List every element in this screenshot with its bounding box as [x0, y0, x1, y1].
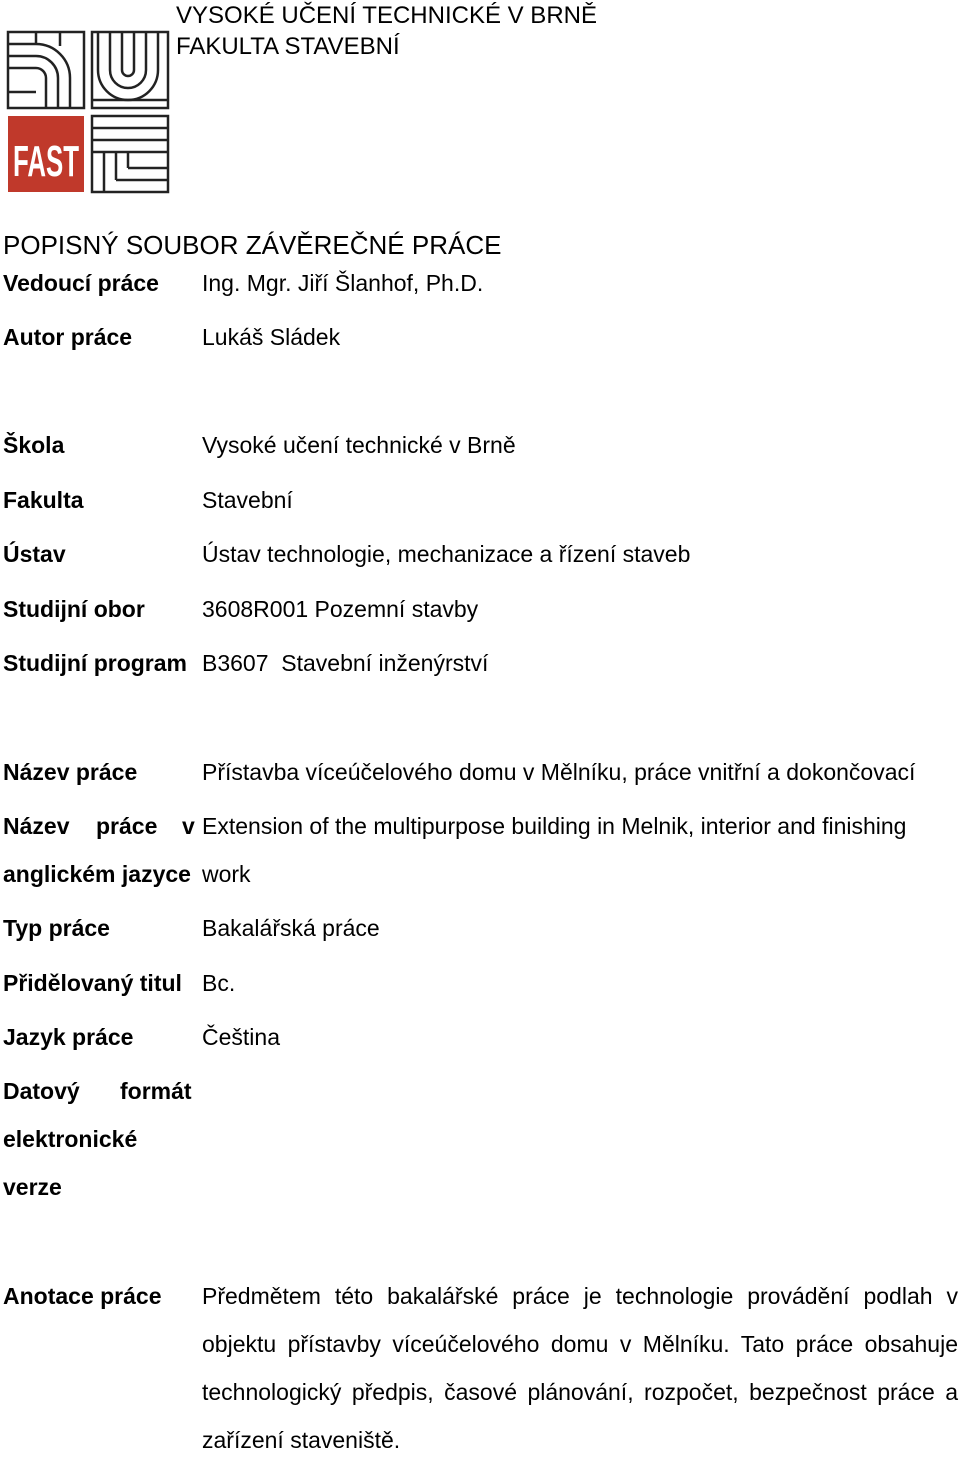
faculty-value: Stavební: [202, 487, 293, 513]
data-format-label-word-1: Datový: [3, 1078, 80, 1104]
fast-logo: [6, 30, 170, 194]
field-of-study-label: Studijní obor: [3, 596, 145, 622]
document-title: POPISNÝ SOUBOR ZÁVĚREČNÉ PRÁCE: [3, 230, 502, 260]
degree-label: Přidělovaný titul: [3, 970, 182, 996]
thesis-title-en-label-line-2: anglickém jazyce: [3, 861, 191, 887]
faculty-name: FAKULTA STAVEBNÍ: [176, 33, 400, 60]
data-format-label-line-2: elektronické: [3, 1126, 138, 1152]
field-of-study-value: 3608R001 Pozemní stavby: [202, 596, 479, 622]
supervisor-label: Vedoucí práce: [3, 270, 159, 296]
thesis-title-label: Název práce: [3, 759, 138, 785]
supervisor-value: Ing. Mgr. Jiří Šlanhof, Ph.D.: [202, 270, 484, 296]
school-value: Vysoké učení technické v Brně: [202, 432, 516, 458]
thesis-type-label: Typ práce: [3, 915, 110, 941]
thesis-title-en-label-word-1: Název: [3, 813, 70, 839]
author-value: Lukáš Sládek: [202, 324, 341, 350]
thesis-title-en-label-word-3: v: [182, 813, 195, 839]
language-value: Čeština: [202, 1024, 280, 1050]
annotation-label: Anotace práce: [3, 1283, 162, 1309]
thesis-type-value: Bakalářská práce: [202, 915, 380, 941]
thesis-title-en-value-line-2: work: [202, 861, 251, 887]
data-format-label-line-3: verze: [3, 1174, 62, 1200]
author-label: Autor práce: [3, 324, 133, 350]
data-format-label-word-2: formát: [120, 1078, 192, 1104]
annotation-value: Předmětem této bakalářské práce je technologie provádění podlah v objektu přístavby víceúčelového domu v Mělníku. Tato práce obsahuje technologický předpis, časové plánování, rozpočet, bezpečnost práce a zařízení staveniště.: [202, 1283, 958, 1453]
language-label: Jazyk práce: [3, 1024, 134, 1050]
thesis-title-value: Přístavba víceúčelového domu v Mělníku, práce vnitřní a dokončovací: [202, 759, 916, 785]
study-program-label: Studijní program: [3, 650, 187, 676]
institute-label: Ústav: [3, 541, 66, 567]
degree-value: Bc.: [202, 970, 236, 996]
study-program-value: B3607 Stavební inženýrství: [202, 650, 489, 676]
fast-logo-text: FAST: [13, 137, 80, 186]
faculty-label: Fakulta: [3, 487, 84, 513]
thesis-title-en-label-word-2: práce: [96, 813, 158, 839]
institute-value: Ústav technologie, mechanizace a řízení staveb: [202, 541, 691, 567]
thesis-title-en-value-line-1: Extension of the multipurpose building in Melnik, interior and finishing: [202, 813, 907, 839]
school-label: Škola: [3, 432, 65, 458]
university-name: VYSOKÉ UČENÍ TECHNICKÉ V BRNĚ: [176, 2, 597, 29]
